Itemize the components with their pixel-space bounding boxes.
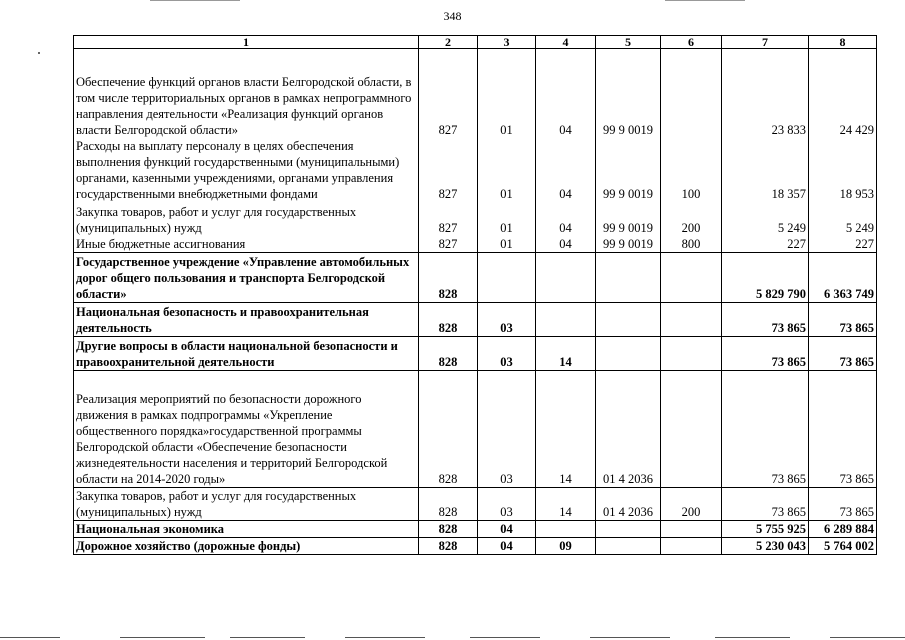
expense-type-cell bbox=[661, 521, 722, 538]
row-name-cell: Закупка товаров, работ и услуг для государственных (муниципальных) нужд bbox=[74, 202, 419, 236]
amount-cell: 73 865 bbox=[809, 488, 877, 521]
column-header: 1 bbox=[74, 36, 419, 49]
table-row bbox=[74, 538, 877, 555]
code-cell: 827 bbox=[419, 138, 478, 202]
section-cell: 03 bbox=[478, 337, 536, 371]
row-name-cell: Реализация мероприятий по безопасности дорожного движения в рамках подпрограммы «Укрепление общественного порядка»государственной программы Белгородской области «Обеспечение безопасности жизнедеятельности населения и территорий Белгородской области на 2014-2020 годы» bbox=[74, 371, 419, 488]
row-name-cell: Государственное учреждение «Управление автомобильных дорог общего пользования и транспорта Белгородской области» bbox=[74, 253, 419, 303]
subsection-cell: 14 bbox=[536, 337, 596, 371]
row-name-cell: Закупка товаров, работ и услуг для государственных (муниципальных) нужд bbox=[74, 488, 419, 521]
scan-edge bbox=[470, 637, 540, 638]
scan-edge bbox=[665, 0, 745, 1]
amount-cell: 73 865 bbox=[809, 303, 877, 337]
amount-cell: 24 429 bbox=[809, 49, 877, 139]
amount-cell: 5 249 bbox=[809, 202, 877, 236]
column-header: 2 bbox=[419, 36, 478, 49]
target-article-cell bbox=[596, 521, 661, 538]
table-row bbox=[74, 488, 877, 521]
amount-cell: 73 865 bbox=[722, 488, 809, 521]
section-cell: 01 bbox=[478, 138, 536, 202]
scan-edge bbox=[830, 637, 905, 638]
code-cell: 828 bbox=[419, 521, 478, 538]
budget-table bbox=[73, 35, 877, 555]
code-cell: 828 bbox=[419, 371, 478, 488]
amount-cell: 5 764 002 bbox=[809, 538, 877, 555]
subsection-cell: 14 bbox=[536, 488, 596, 521]
expense-type-cell bbox=[661, 371, 722, 488]
section-cell: 04 bbox=[478, 521, 536, 538]
table-row bbox=[74, 253, 877, 303]
amount-cell: 5 755 925 bbox=[722, 521, 809, 538]
subsection-cell: 14 bbox=[536, 371, 596, 488]
table-row bbox=[74, 236, 877, 253]
scan-edge bbox=[150, 0, 240, 1]
target-article-cell bbox=[596, 303, 661, 337]
subsection-cell: 04 bbox=[536, 138, 596, 202]
expense-type-cell bbox=[661, 253, 722, 303]
code-cell: 828 bbox=[419, 488, 478, 521]
table-row bbox=[74, 138, 877, 202]
row-name-cell: Обеспечение функций органов власти Белгородской области, в том числе территориальных органов в рамках непрограммного направления деятельности «Реализация функций органов власти Белгородской области» bbox=[74, 49, 419, 139]
amount-cell: 6 289 884 bbox=[809, 521, 877, 538]
amount-cell: 73 865 bbox=[722, 337, 809, 371]
table-row bbox=[74, 521, 877, 538]
scan-edge bbox=[0, 637, 60, 638]
code-cell: 828 bbox=[419, 253, 478, 303]
subsection-cell: 09 bbox=[536, 538, 596, 555]
section-cell: 01 bbox=[478, 202, 536, 236]
section-cell: 03 bbox=[478, 488, 536, 521]
code-cell: 827 bbox=[419, 202, 478, 236]
subsection-cell bbox=[536, 521, 596, 538]
column-header: 8 bbox=[809, 36, 877, 49]
target-article-cell: 99 9 0019 bbox=[596, 138, 661, 202]
amount-cell: 73 865 bbox=[809, 371, 877, 488]
amount-cell: 73 865 bbox=[722, 303, 809, 337]
code-cell: 827 bbox=[419, 49, 478, 139]
expense-type-cell: 100 bbox=[661, 138, 722, 202]
table-row bbox=[74, 303, 877, 337]
section-cell bbox=[478, 253, 536, 303]
row-name-cell: Национальная безопасность и правоохранительная деятельность bbox=[74, 303, 419, 337]
column-header: 4 bbox=[536, 36, 596, 49]
target-article-cell: 99 9 0019 bbox=[596, 49, 661, 139]
target-article-cell: 01 4 2036 bbox=[596, 371, 661, 488]
subsection-cell: 04 bbox=[536, 49, 596, 139]
target-article-cell bbox=[596, 253, 661, 303]
header-row bbox=[74, 36, 877, 49]
amount-cell: 23 833 bbox=[722, 49, 809, 139]
row-name-cell: Иные бюджетные ассигнования bbox=[74, 236, 419, 253]
expense-type-cell bbox=[661, 303, 722, 337]
expense-type-cell bbox=[661, 538, 722, 555]
column-header: 5 bbox=[596, 36, 661, 49]
code-cell: 827 bbox=[419, 236, 478, 253]
page-number: 348 bbox=[443, 9, 462, 23]
subsection-cell: 04 bbox=[536, 236, 596, 253]
scan-edge bbox=[345, 637, 425, 638]
section-cell: 03 bbox=[478, 371, 536, 488]
scan-edge bbox=[715, 637, 790, 638]
section-cell: 04 bbox=[478, 538, 536, 555]
target-article-cell: 99 9 0019 bbox=[596, 202, 661, 236]
row-name-cell: Другие вопросы в области национальной безопасности и правоохранительной деятельности bbox=[74, 337, 419, 371]
target-article-cell: 99 9 0019 bbox=[596, 236, 661, 253]
subsection-cell: 04 bbox=[536, 202, 596, 236]
amount-cell: 5 829 790 bbox=[722, 253, 809, 303]
table-row bbox=[74, 202, 877, 236]
scan-edge bbox=[120, 637, 205, 638]
amount-cell: 5 230 043 bbox=[722, 538, 809, 555]
column-header: 6 bbox=[661, 36, 722, 49]
expense-type-cell bbox=[661, 49, 722, 139]
scan-speck bbox=[38, 52, 40, 54]
section-cell: 01 bbox=[478, 236, 536, 253]
expense-type-cell bbox=[661, 337, 722, 371]
amount-cell: 18 357 bbox=[722, 138, 809, 202]
amount-cell: 73 865 bbox=[722, 371, 809, 488]
subsection-cell bbox=[536, 253, 596, 303]
column-header: 3 bbox=[478, 36, 536, 49]
row-name-cell: Дорожное хозяйство (дорожные фонды) bbox=[74, 538, 419, 555]
table-row bbox=[74, 337, 877, 371]
scan-edge bbox=[590, 637, 670, 638]
amount-cell: 6 363 749 bbox=[809, 253, 877, 303]
amount-cell: 18 953 bbox=[809, 138, 877, 202]
expense-type-cell: 800 bbox=[661, 236, 722, 253]
table-row bbox=[74, 49, 877, 139]
code-cell: 828 bbox=[419, 337, 478, 371]
target-article-cell bbox=[596, 337, 661, 371]
expense-type-cell: 200 bbox=[661, 202, 722, 236]
amount-cell: 227 bbox=[722, 236, 809, 253]
subsection-cell bbox=[536, 303, 596, 337]
target-article-cell: 01 4 2036 bbox=[596, 488, 661, 521]
scan-edge bbox=[230, 637, 305, 638]
column-header: 7 bbox=[722, 36, 809, 49]
amount-cell: 5 249 bbox=[722, 202, 809, 236]
target-article-cell bbox=[596, 538, 661, 555]
row-name-cell: Расходы на выплату персоналу в целях обеспечения выполнения функций государственными (муниципальными) органами, казенными учреждениями, органами управления государственными внебюджетными фондами bbox=[74, 138, 419, 202]
table-row bbox=[74, 371, 877, 488]
code-cell: 828 bbox=[419, 303, 478, 337]
amount-cell: 227 bbox=[809, 236, 877, 253]
section-cell: 01 bbox=[478, 49, 536, 139]
amount-cell: 73 865 bbox=[809, 337, 877, 371]
row-name-cell: Национальная экономика bbox=[74, 521, 419, 538]
section-cell: 03 bbox=[478, 303, 536, 337]
expense-type-cell: 200 bbox=[661, 488, 722, 521]
code-cell: 828 bbox=[419, 538, 478, 555]
